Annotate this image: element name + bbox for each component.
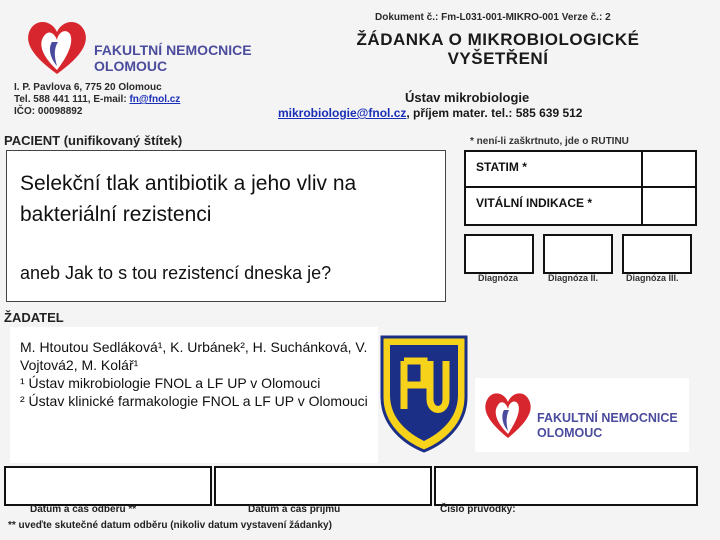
- palacky-university-shield-icon: [378, 333, 470, 453]
- authors-list: M. Htoutou Sedláková¹, K. Urbánek², H. Suchánková, V. Vojtová2, M. Kolář¹: [20, 339, 368, 373]
- affiliation-1: ¹ Ústav mikrobiologie FNOL a LF UP v Olomouci: [20, 375, 321, 391]
- department-name: Ústav mikrobiologie: [405, 90, 530, 105]
- fn-logo-line1: FAKULTNÍ NEMOCNICE: [537, 411, 678, 425]
- hospital-address: [14, 82, 180, 118]
- address-phone: Tel. 588 441 111, E-mail:: [14, 94, 130, 105]
- diagnosis-2-field[interactable]: [543, 234, 613, 274]
- pacient-label: PACIENT (unifikovaný štítek): [4, 133, 183, 148]
- address-ico: IČO: 00098892: [14, 106, 83, 117]
- fn-heart-logo-icon: [480, 388, 536, 442]
- affiliation-2: ² Ústav klinické farmakologie FNOL a LF UP v Olomouci: [20, 393, 368, 409]
- vital-indication-field[interactable]: [464, 186, 644, 226]
- vital-indication-label: VITÁLNÍ INDIKACE *: [476, 196, 593, 210]
- department-contact: [278, 106, 582, 120]
- diagnosis-2-label: Diagnóza II.: [548, 273, 599, 283]
- form-title-line1: ŽÁDANKA O MIKROBIOLOGICKÉ: [356, 30, 640, 49]
- vital-indication-checkbox[interactable]: [641, 186, 697, 226]
- document-code: Dokument č.: Fm-L031-001-MIKRO-001 Verze č.: 2: [375, 12, 611, 23]
- statim-checkbox[interactable]: [641, 150, 697, 190]
- statim-field[interactable]: [464, 150, 644, 190]
- fn-logo-text: [537, 411, 678, 441]
- hospital-name-line1: FAKULTNÍ NEMOCNICE: [94, 42, 252, 58]
- diagnosis-1-label: Diagnóza: [478, 273, 519, 283]
- hospital-name-line2: OLOMOUC: [94, 58, 168, 74]
- slide-subtitle: aneb Jak to s tou rezistencí dneska je?: [20, 263, 332, 283]
- receipt-datetime-label: Datum a čas příjmu: [248, 504, 341, 515]
- voucher-number-field[interactable]: [434, 466, 698, 506]
- sampling-datetime-label: Datum a čas odběru **: [30, 504, 137, 515]
- hospital-name: [94, 42, 252, 74]
- form-title-line2: VYŠETŘENÍ: [447, 49, 549, 68]
- diagnosis-3-field[interactable]: [622, 234, 692, 274]
- zadatel-label: ŽADATEL: [4, 310, 64, 325]
- hospital-email-link[interactable]: fn@fnol.cz: [129, 94, 181, 105]
- hospital-heart-logo-icon: [22, 16, 92, 80]
- slide-title: Selekční tlak antibiotik a jeho vliv na bakteriální rezistenci: [20, 172, 357, 226]
- footnote: ** uveďte skutečné datum odběru (nikoliv datum vystavení žádanky): [8, 520, 332, 531]
- department-phone: , příjem mater. tel.: 585 639 512: [406, 106, 583, 120]
- sampling-datetime-field[interactable]: [4, 466, 212, 506]
- diagnosis-3-label: Diagnóza III.: [626, 273, 679, 283]
- receipt-datetime-field[interactable]: [214, 466, 432, 506]
- routine-note: * není-li zaškrtnuto, jde o RUTINU: [470, 136, 629, 147]
- authors-block: [20, 338, 372, 410]
- fn-logo-line2: OLOMOUC: [537, 426, 603, 440]
- voucher-number-label: Číslo průvodky:: [440, 504, 516, 515]
- department-email-link[interactable]: mikrobiologie@fnol.cz: [278, 106, 407, 120]
- diagnosis-1-field[interactable]: [464, 234, 534, 274]
- statim-label: STATIM *: [476, 160, 527, 174]
- form-title: [318, 30, 678, 68]
- address-line1: I. P. Pavlova 6, 775 20 Olomouc: [14, 82, 162, 93]
